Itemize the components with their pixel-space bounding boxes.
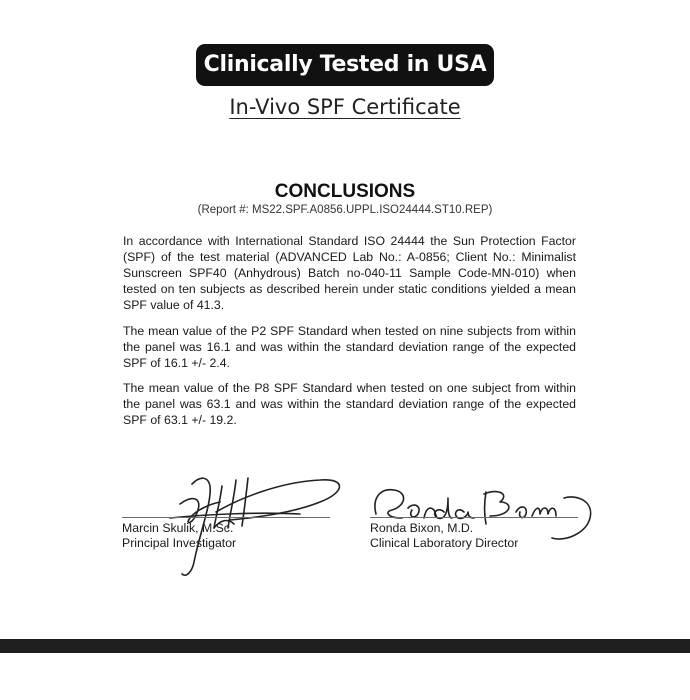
signatory-role-right: Clinical Laboratory Director — [370, 536, 519, 550]
signatory-name-right: Ronda Bixon, M.D. — [370, 521, 474, 535]
signature-line-right — [370, 517, 578, 518]
signature-line-left — [122, 517, 330, 518]
report-number: (Report #: MS22.SPF.A0856.UPPL.ISO24444.ST10.REP) — [197, 204, 493, 216]
conclusion-paragraph-3: The mean value of the P8 SPF Standard when tested on one subject from within the panel was 63.1 and was within the standard deviation range of the expected SPF of 63.1 +/- 19.2. — [123, 381, 576, 427]
signatory-name-left: Marcin Skulik, M.Sc. — [122, 521, 234, 535]
signatory-role-left: Principal Investigator — [122, 536, 237, 550]
footer-bar — [0, 639, 690, 653]
certificate-title — [0, 92, 690, 122]
clinically-tested-badge: Clinically Tested in USA — [196, 44, 494, 86]
conclusion-paragraph-1: In accordance with International Standard ISO 24444 the Sun Protection Factor (SPF) of the test material (ADVANCED Lab No.: A-0856; Client No.: Minimalist Sunscreen SPF40 (Anhydrous) Batch no-040-11 Sample Code-MN-010) when tested on ten subjects as described herein under static conditions yielded a mean SPF value of 41.3. — [123, 234, 576, 312]
conclusions-heading: CONCLUSIONS — [274, 181, 416, 202]
conclusion-paragraph-2: The mean value of the P2 SPF Standard when tested on nine subjects from within the panel was 16.1 and was within the standard deviation range of the expected SPF of 16.1 +/- 2.4. — [123, 324, 576, 370]
certificate-title-text: In-Vivo SPF Certificate — [229, 95, 461, 119]
